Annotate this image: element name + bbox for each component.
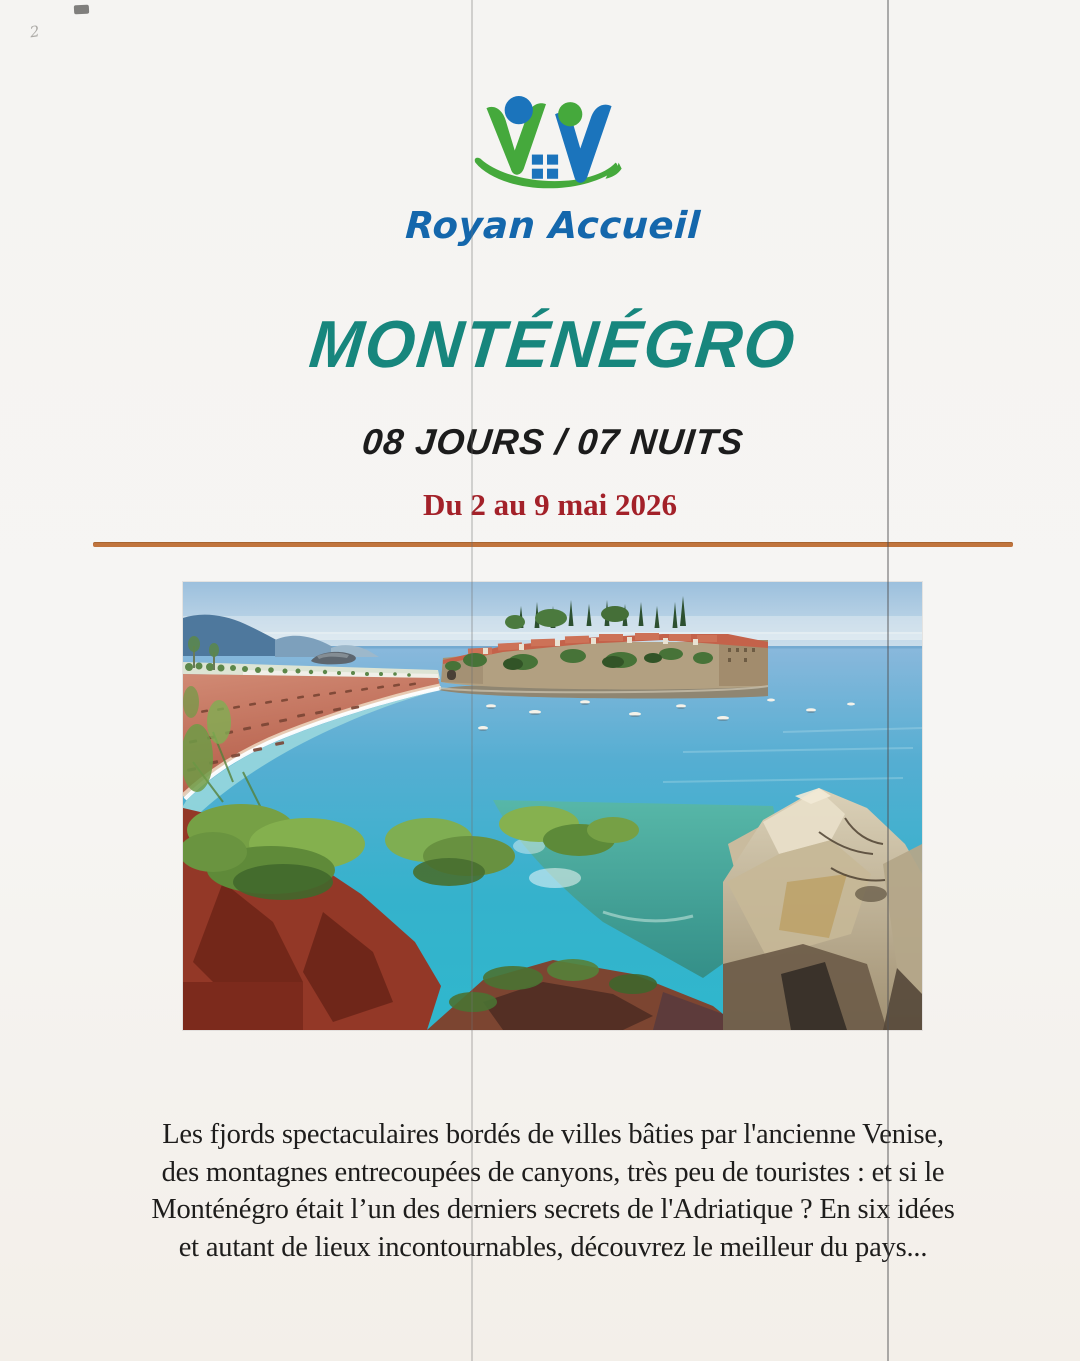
trip-photo (183, 582, 922, 1030)
scan-fold-line-right (887, 0, 889, 1361)
intro-line: Les fjords spectaculaires bordés de villes bâties par l'ancienne Venise, (162, 1119, 944, 1150)
trip-duration: 08 JOURS / 07 NUITS (360, 421, 746, 462)
page-title: MONTÉNÉGRO (306, 306, 800, 382)
brand-name: Royan Accueil (404, 204, 702, 247)
orange-divider-rule (93, 542, 1013, 547)
intro-line: Monténégro était l’un des derniers secrets de l'Adriatique ? En six idées (151, 1194, 955, 1225)
trip-dates: Du 2 au 9 mai 2026 (422, 487, 678, 522)
sveti-stefan-photo-illustration (183, 582, 922, 1030)
royan-accueil-logo-icon (466, 90, 626, 206)
scan-corner-mark: 2 (28, 22, 41, 42)
scan-fold-line-left (471, 0, 473, 1361)
intro-paragraph (26, 1116, 1080, 1266)
intro-line: et autant de lieux incontournables, découvrez le meilleur du pays... (178, 1231, 928, 1263)
intro-line: des montagnes entrecoupées de canyons, très peu de touristes : et si le (161, 1156, 945, 1188)
scan-smudge-artifact (74, 5, 89, 15)
